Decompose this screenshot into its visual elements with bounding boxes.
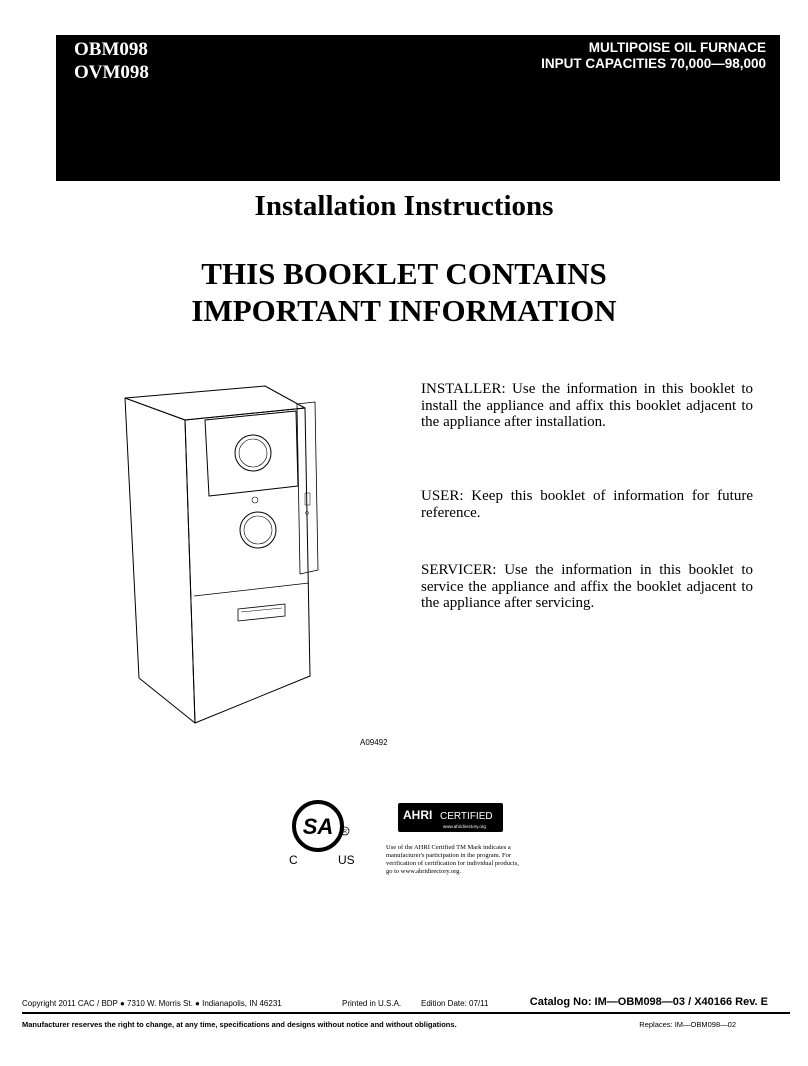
product-description (541, 40, 766, 72)
catalog-number: Catalog No: IM—OBM098—03 / X40166 Rev. E (529, 996, 768, 1008)
csa-logo (287, 800, 367, 868)
input-capacities: INPUT CAPACITIES 70,000—98,000 (541, 56, 766, 71)
printed-in: Printed in U.S.A. (342, 999, 402, 1008)
footer-info (22, 996, 772, 1010)
model-numbers (74, 38, 149, 84)
csa-left-mark: C (289, 853, 298, 867)
model-number: OVM098 (74, 62, 149, 83)
ahri-certified-logo (398, 803, 503, 832)
furnace-illustration (115, 378, 325, 733)
svg-text:R: R (343, 829, 347, 835)
ahri-brand: AHRI (403, 808, 433, 822)
edition-date: Edition Date: 07/11 (421, 999, 489, 1008)
headline (0, 255, 808, 329)
ahri-url: www.ahridirectory.org (443, 824, 486, 829)
footer-divider (22, 1012, 790, 1014)
servicer-instructions: SERVICER: Use the information in this booklet to service the appliance and affix the booklet adjacent to the appliance after servicing. (421, 562, 753, 611)
headline-line: THIS BOOKLET CONTAINS (201, 256, 607, 291)
ahri-label: CERTIFIED (440, 811, 493, 822)
disclaimer: Manufacturer reserves the right to change, at any time, specifications and designs without notice and without obligations. (22, 1020, 457, 1029)
replaces: Replaces: IM—OBM098—02 (639, 1020, 736, 1029)
product-name: MULTIPOISE OIL FURNACE (588, 40, 766, 55)
headline-line: IMPORTANT INFORMATION (191, 293, 617, 328)
csa-right-mark: US (338, 853, 355, 867)
ahri-note: Use of the AHRI Certified TM Mark indicates a manufacturer's participation in the program. For verification of certification for individual products, go to www.ahridirectory.org. (386, 844, 519, 875)
svg-text:SA: SA (302, 814, 334, 839)
copyright: Copyright 2011 CAC / BDP ● 7310 W. Morris St. ● Indianapolis, IN 46231 (22, 999, 282, 1008)
model-number: OBM098 (74, 39, 148, 60)
header-banner (56, 35, 780, 181)
installer-instructions: INSTALLER: Use the information in this booklet to install the appliance and affix this booklet adjacent to the appliance after installation. (421, 381, 753, 430)
document-title: Installation Instructions (254, 190, 554, 222)
user-instructions: USER: Keep this booklet of information for future reference. (421, 488, 753, 521)
figure-id: A09492 (360, 738, 388, 747)
